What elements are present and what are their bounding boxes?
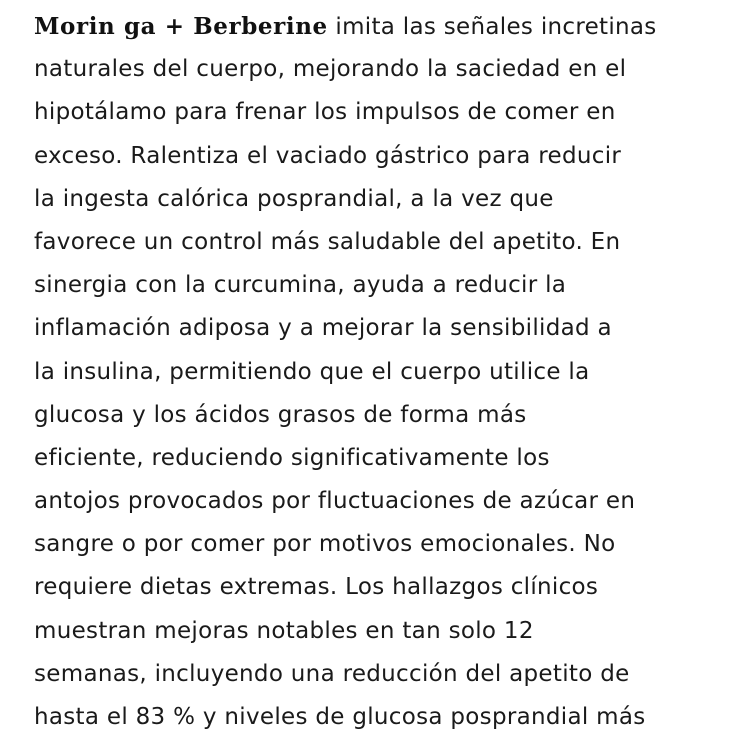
paragraph-line-7: sinergia con la curcumina, ayuda a reducir la bbox=[34, 272, 567, 299]
paragraph-line-9: la insulina, permitiendo que el cuerpo utilice la bbox=[34, 358, 590, 385]
paragraph-line-6: favorece un control más saludable del apetito. En bbox=[34, 228, 621, 255]
paragraph-line-8: inflamación adiposa y a mejorar la sensibilidad a bbox=[34, 315, 612, 342]
paragraph-line-16: semanas, incluyendo una reducción del apetito de bbox=[34, 660, 630, 687]
paragraph-line-10: glucosa y los ácidos grasos de forma más bbox=[34, 401, 527, 428]
product-name: Morin ga + Berberine bbox=[34, 13, 328, 40]
paragraph-line-15: muestran mejoras notables en tan solo 12 bbox=[34, 617, 534, 644]
paragraph-line-2: naturales del cuerpo, mejorando la saciedad en el bbox=[34, 56, 627, 83]
paragraph-line-3: hipotálamo para frenar los impulsos de comer en bbox=[34, 99, 616, 126]
paragraph-line-1 bbox=[34, 5, 734, 48]
paragraph-line-4: exceso. Ralentiza el vaciado gástrico para reducir bbox=[34, 142, 622, 169]
paragraph-line-12: antojos provocados por fluctuaciones de azúcar en bbox=[34, 488, 636, 515]
paragraph-line-17: hasta el 83 % y niveles de glucosa posprandial más bbox=[34, 704, 646, 730]
paragraph-line-14: requiere dietas extremas. Los hallazgos clínicos bbox=[34, 574, 599, 601]
paragraph-line-11: eficiente, reduciendo significativamente los bbox=[34, 444, 550, 471]
paragraph-line-1-text: imita las señales incretinas bbox=[327, 14, 657, 40]
description-paragraph bbox=[34, 5, 734, 739]
paragraph-line-13: sangre o por comer por motivos emocionales. No bbox=[34, 531, 616, 558]
paragraph-line-5: la ingesta calórica posprandial, a la vez que bbox=[34, 185, 554, 212]
